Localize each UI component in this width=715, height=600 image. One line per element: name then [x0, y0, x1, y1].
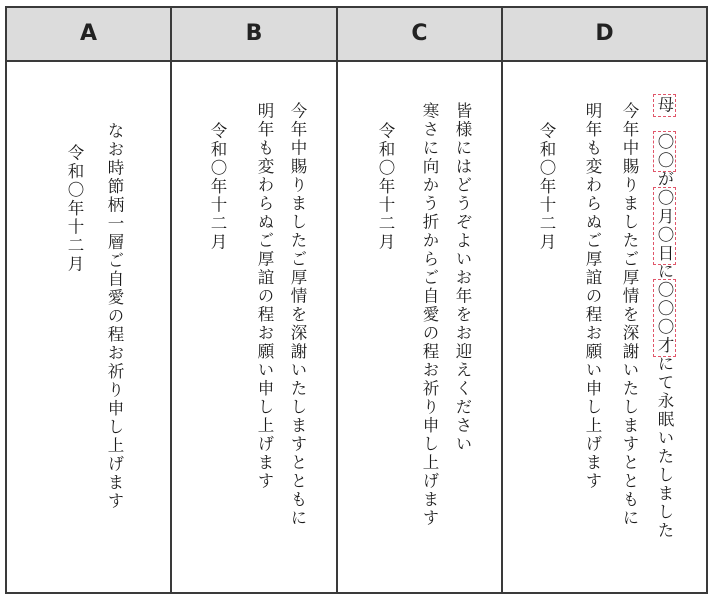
col-c-date: 令和〇年十二月 — [376, 122, 395, 252]
col-b-line2: 明年も変わらぬご厚誼の程お願い申し上げます — [255, 102, 274, 491]
highlight-age: 〇〇〇才 — [655, 281, 674, 355]
col-d-text: に — [655, 262, 674, 281]
highlight-relation: 母 — [655, 96, 674, 115]
col-b-line1: 今年中賜りましたご厚情を深謝いたしますとともに — [288, 102, 307, 528]
col-b-date: 令和〇年十二月 — [208, 122, 227, 252]
header-d: D — [595, 21, 614, 46]
col-a-body: なお時節柄一層ご自愛の程お祈り申し上げます — [105, 122, 124, 511]
highlight-date: 〇月〇日 — [655, 188, 674, 263]
col-d-line2: 今年中賜りましたご厚情を深謝いたしますとともに — [620, 102, 639, 528]
col-c-line1: 皆様にはどうぞよいお年をお迎えください — [453, 102, 472, 454]
greeting-comparison-table — [5, 6, 708, 594]
column-divider — [170, 8, 172, 592]
column-divider — [501, 8, 503, 592]
column-divider — [336, 8, 338, 592]
col-d-text: にて永眠いたしました — [655, 355, 674, 540]
header-c: C — [411, 21, 428, 46]
col-c-line2: 寒さに向かう折からご自愛の程お祈り申し上げます — [420, 102, 439, 528]
header-b: B — [245, 21, 263, 46]
header-a: A — [79, 21, 98, 46]
highlight-name: 〇〇 — [655, 133, 674, 170]
col-d-line3: 明年も変わらぬご厚誼の程お願い申し上げます — [583, 102, 602, 491]
col-d-date: 令和〇年十二月 — [537, 122, 556, 252]
col-a-date: 令和〇年十二月 — [65, 144, 84, 274]
col-d-text: が — [655, 170, 674, 189]
col-d-line1 — [652, 96, 676, 540]
